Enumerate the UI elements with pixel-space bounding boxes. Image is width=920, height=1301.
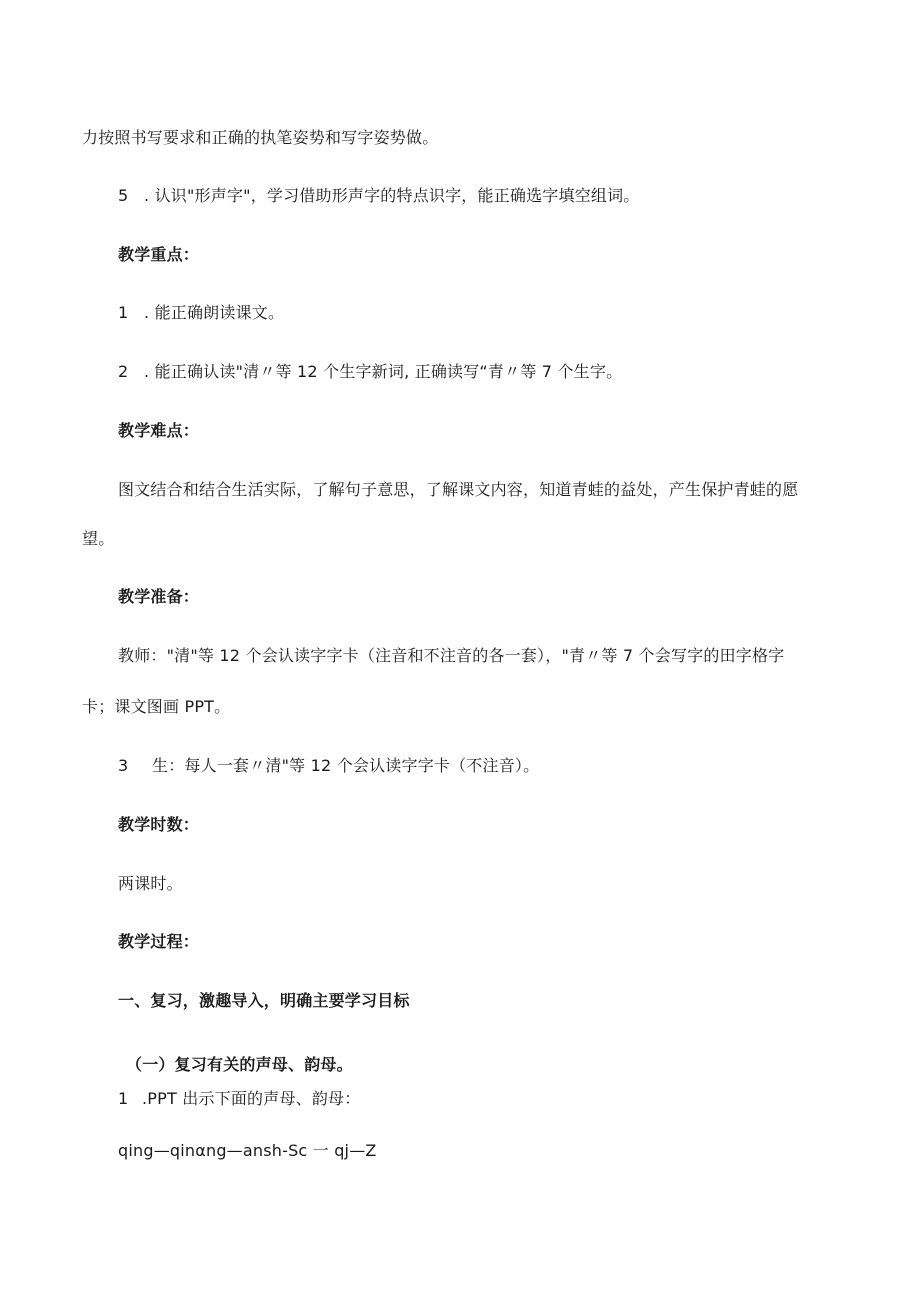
line-text: . 认识"形声字"，学习借助形声字的特点识字，能正确选字填空组词。 xyxy=(144,186,640,205)
line-text: 望。 xyxy=(82,529,115,548)
preparation-student xyxy=(118,756,539,776)
heading-key-points xyxy=(118,245,199,265)
class-hours-value xyxy=(118,874,183,894)
preparation-teacher xyxy=(118,646,784,666)
line-text: 两课时。 xyxy=(118,874,183,893)
difficulty-paragraph-continuation xyxy=(82,529,114,549)
heading-text: 教学难点： xyxy=(118,421,200,440)
list-number: 3 xyxy=(118,756,129,775)
heading-text: 教学过程： xyxy=(118,932,200,951)
heading-text: 一、复习，激趣导入，明确主要学习目标 xyxy=(118,991,410,1010)
line-text: 力按照书写要求和正确的执笔姿势和写字姿势做。 xyxy=(82,128,439,147)
text-line-continuation xyxy=(82,128,438,148)
heading-text: 教学时数： xyxy=(118,815,200,834)
heading-process xyxy=(118,932,199,952)
key-point-item-1 xyxy=(118,303,284,323)
line-text: .PPT 出示下面的声母、韵母： xyxy=(142,1089,361,1108)
list-number: 1 xyxy=(118,1089,129,1108)
section-heading-1 xyxy=(118,991,410,1011)
preparation-teacher-continuation xyxy=(82,697,230,717)
difficulty-paragraph xyxy=(118,480,798,500)
subsection-heading-1 xyxy=(126,1055,353,1075)
list-number: 2 xyxy=(118,362,129,381)
heading-difficulties xyxy=(118,421,199,441)
line-text: 卡；课文图画 PPT。 xyxy=(82,697,231,716)
heading-text: 教学准备： xyxy=(118,587,200,606)
heading-class-hours xyxy=(118,815,199,835)
key-point-item-2 xyxy=(118,362,622,382)
line-text: 生：每人一套〃清"等 12 个会认读字字卡（不注音）。 xyxy=(152,756,540,775)
heading-text: 教学重点： xyxy=(118,245,200,264)
line-text: 教师："清"等 12 个会认读字字卡（注音和不注音的各一套），"青〃等 7 个会写字的田字格字 xyxy=(118,646,785,665)
heading-preparation xyxy=(118,587,199,607)
heading-text: （一）复习有关的声母、韵母。 xyxy=(126,1055,353,1074)
list-number: 5 xyxy=(118,186,129,205)
list-number: 1 xyxy=(118,303,129,322)
process-item-1 xyxy=(118,1089,360,1109)
line-text: qing—qinαng—ansh-Sc 一 qj—Z xyxy=(118,1141,377,1160)
pinyin-sequence xyxy=(118,1141,377,1161)
line-text: . 能正确认读"清〃等 12 个生字新词, 正确读写“青〃等 7 个生字。 xyxy=(144,362,623,381)
line-text: . 能正确朗读课文。 xyxy=(144,303,285,322)
line-text: 图文结合和结合生活实际，了解句子意思，了解课文内容，知道青蛙的益处，产生保护青蛙的愿 xyxy=(118,480,799,499)
objective-item-5 xyxy=(118,186,640,206)
